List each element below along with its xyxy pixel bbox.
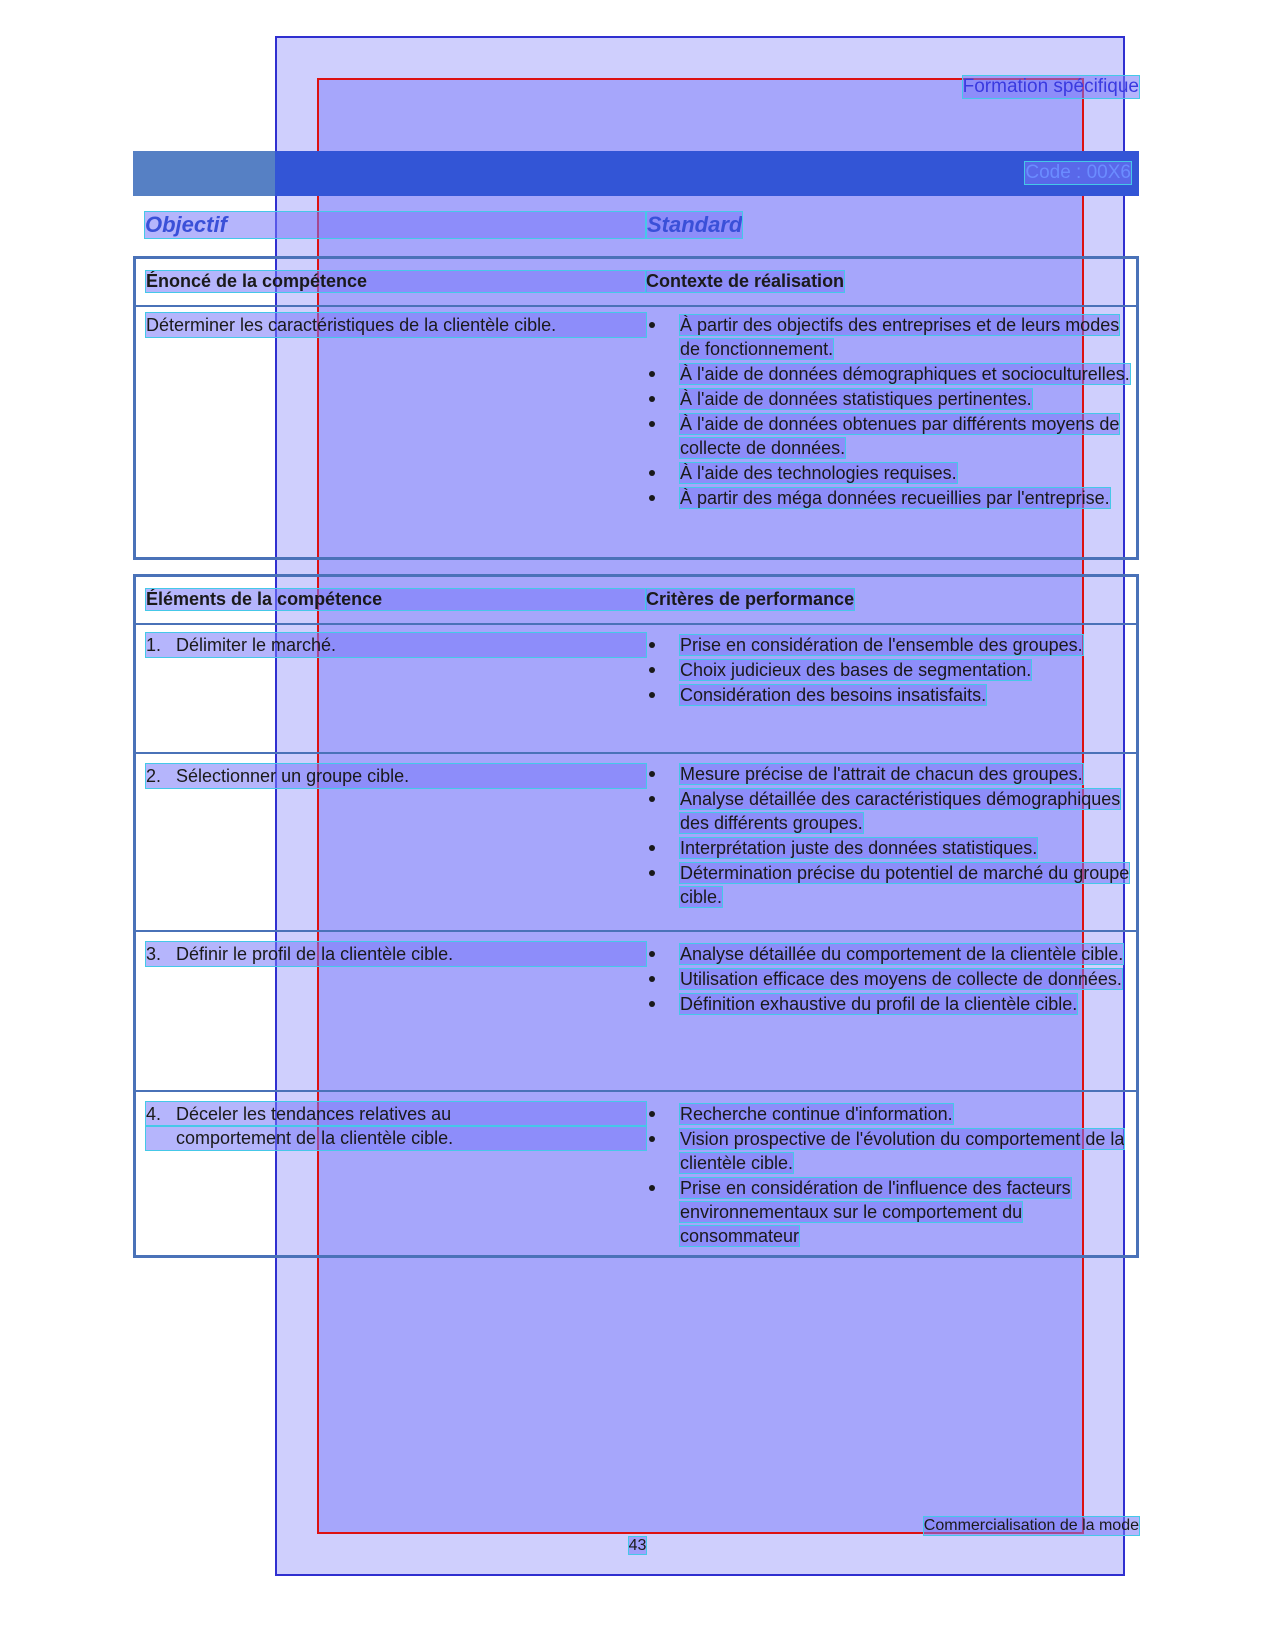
criteria-item: Définition exhaustive du profil de la clientèle cible. xyxy=(646,992,1136,1016)
criteria-item: Utilisation efficace des moyens de collecte de données. xyxy=(646,967,1136,991)
objective-heading: Objectif xyxy=(145,212,645,238)
elements-table-header xyxy=(136,577,1136,625)
context-item: À partir des objectifs des entreprises et de leurs modes de fonctionnement. xyxy=(646,313,1136,361)
competence-table-header xyxy=(136,259,1136,307)
element-text: 1. Délimiter le marché. xyxy=(146,633,646,657)
context-item: À partir des méga données recueillies par l'entreprise. xyxy=(646,486,1136,510)
element-row-2 xyxy=(136,754,1136,932)
competence-statement: Déterminer les caractéristiques de la clientèle cible. xyxy=(146,313,646,337)
element-row-4 xyxy=(136,1092,1136,1256)
context-item: À l'aide de données statistiques pertinentes. xyxy=(646,387,1136,411)
criteria-item: Choix judicieux des bases de segmentation. xyxy=(646,658,1136,682)
criteria-item: Considération des besoins insatisfaits. xyxy=(646,683,1136,707)
criteria-list xyxy=(646,1102,1136,1249)
standard-heading: Standard xyxy=(647,212,743,237)
criteria-item: Détermination précise du potentiel de marché du groupe cible. xyxy=(646,861,1136,909)
criteria-item: Analyse détaillée du comportement de la clientèle cible. xyxy=(646,942,1136,966)
statement-header: Énoncé de la compétence xyxy=(146,271,646,292)
criteria-item: Interprétation juste des données statistiques. xyxy=(646,836,1136,860)
context-list xyxy=(646,313,1136,511)
element-row-3 xyxy=(136,932,1136,1092)
criteria-item: Analyse détaillée des caractéristiques démographiques des différents groupes. xyxy=(646,787,1136,835)
context-item: À l'aide de données obtenues par différents moyens de collecte de données. xyxy=(646,412,1136,460)
program-footer: Commercialisation de la mode xyxy=(923,1517,1139,1534)
criteria-header: Critères de performance xyxy=(646,589,855,609)
criteria-item: Prise en considération de l'ensemble des groupes. xyxy=(646,633,1136,657)
element-text: 2. Sélectionner un groupe cible. xyxy=(146,764,646,788)
page-number: 43 xyxy=(628,1537,647,1554)
context-header: Contexte de réalisation xyxy=(646,271,845,291)
element-text: 3. Définir le profil de la clientèle cible. xyxy=(146,942,646,966)
criteria-item: Mesure précise de l'attrait de chacun des groupes. xyxy=(646,762,1136,786)
criteria-item: Recherche continue d'information. xyxy=(646,1102,1136,1126)
criteria-list xyxy=(646,942,1136,1017)
criteria-item: Prise en considération de l'influence des facteurs environnementaux sur le comportement du consommateur xyxy=(646,1176,1136,1248)
element-text: 4. Déceler les tendances relatives au comportement de la clientèle cible. xyxy=(146,1102,646,1150)
context-item: À l'aide de données démographiques et socioculturelles. xyxy=(646,362,1136,386)
criteria-list xyxy=(646,762,1136,910)
formation-label: Formation spécifique xyxy=(962,76,1139,97)
elements-table xyxy=(133,574,1139,1258)
code-label: Code : 00X6 xyxy=(1025,162,1131,183)
criteria-item: Vision prospective de l'évolution du comportement de la clientèle cible. xyxy=(646,1127,1136,1175)
element-row-1 xyxy=(136,623,1136,754)
context-item: À l'aide des technologies requises. xyxy=(646,461,1136,485)
code-bar xyxy=(133,151,1139,196)
elements-header: Éléments de la compétence xyxy=(146,589,646,610)
competence-table xyxy=(133,256,1139,560)
criteria-list xyxy=(646,633,1136,708)
competence-row xyxy=(136,305,1136,555)
